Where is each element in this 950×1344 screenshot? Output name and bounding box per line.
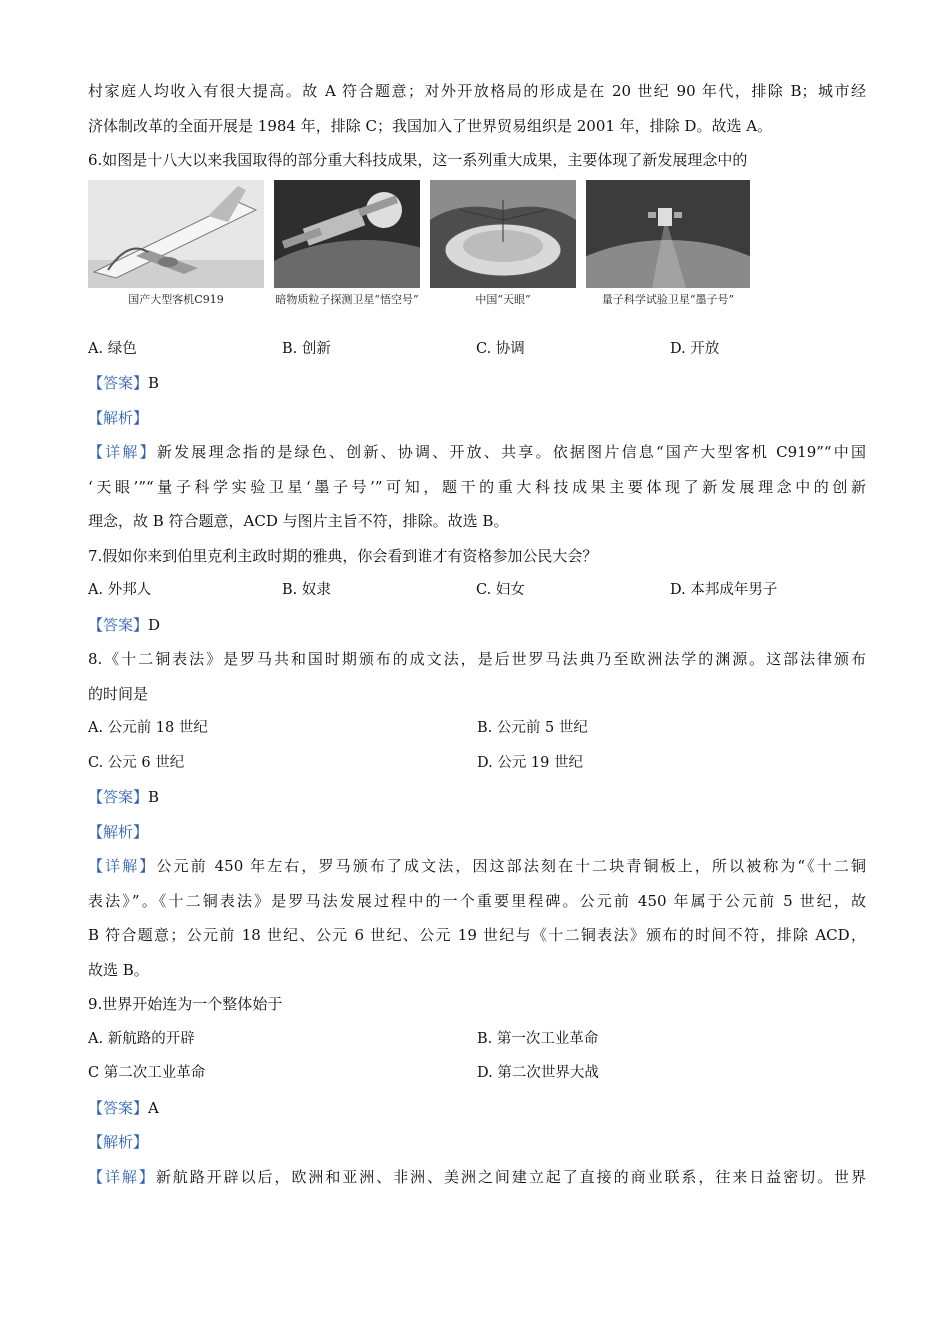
detail-text: 新航路开辟以后，欧洲和亚洲、非洲、美洲之间建立起了直接的商业联系，往来日益密切。世界 xyxy=(155,1167,866,1186)
wukong-satellite-image xyxy=(274,180,420,288)
answer-value: B xyxy=(148,788,160,806)
mozi-satellite-image xyxy=(586,180,750,288)
answer-line xyxy=(88,366,866,401)
option-d: D. 本邦成年男子 xyxy=(670,582,778,598)
option-b: B. 第一次工业革命 xyxy=(477,1030,599,1047)
c919-airliner-image xyxy=(88,180,264,288)
detail-text: 公元前 450 年左右，罗马颁布了成文法，因这部法刻在十二块青铜板上，所以被称为“《十二铜 xyxy=(156,857,866,875)
question-9-options xyxy=(88,1056,866,1091)
option-d: D. 第二次世界大战 xyxy=(477,1065,599,1081)
answer-line xyxy=(88,1091,866,1126)
text-line: 济体制改革的全面开展是 1984 年，排除 C；我国加入了世界贸易组织是 2001 年，排除 D。故选 A。 xyxy=(88,116,773,135)
answer-line xyxy=(88,608,866,643)
detail-line: 表法》”。《十二铜表法》是罗马法发展过程中的一个重要里程碑。公元前 450 年属于公元前 5 世纪，故 xyxy=(88,891,866,910)
answer-tag: 【答案】 xyxy=(88,1098,149,1117)
question-9-options xyxy=(88,1022,866,1057)
detail-line: ‘天眼’”“量子科学实验卫星‘墨子号’”可知，题干的重大科技成果主要体现了新发展理念中的创新 xyxy=(88,477,866,496)
option-b: B. 奴隶 xyxy=(282,582,331,598)
detail-line: B 符合题意；公元前 18 世纪、公元 6 世纪、公元 19 世纪与《十二铜表法》颁布的时间不符，排除 ACD， xyxy=(88,926,866,944)
detail-tag: 【详解】 xyxy=(88,1167,156,1186)
question-6-stem: 6.如图是十八大以来我国取得的部分重大科技成果，这一系列重大成果，主要体现了新发展理念中的 xyxy=(88,151,748,169)
fast-telescope-image xyxy=(430,180,576,288)
question-8-stem: 的时间是 xyxy=(88,684,149,703)
question-7-options xyxy=(88,573,866,608)
question-8-options xyxy=(88,746,866,781)
question-8-options xyxy=(88,711,866,746)
answer-value: A xyxy=(148,1098,159,1117)
option-d: D. 公元 19 世纪 xyxy=(477,754,583,771)
detail-line xyxy=(88,1160,866,1195)
option-c: C 第二次工业革命 xyxy=(88,1065,206,1081)
question-6-options xyxy=(88,332,866,367)
option-b: B. 公元前 5 世纪 xyxy=(477,720,588,736)
detail-tag: 【详解】 xyxy=(88,857,157,875)
image-caption: 中国“天眼” xyxy=(475,292,531,306)
analysis-tag: 【解析】 xyxy=(88,1133,149,1151)
answer-tag: 【答案】 xyxy=(88,788,149,806)
detail-line: 理念，故 B 符合题意，ACD 与图片主旨不符，排除。故选 B。 xyxy=(88,512,509,530)
analysis-tag: 【解析】 xyxy=(88,408,149,427)
question-9-stem: 9.世界开始连为一个整体始于 xyxy=(88,995,283,1013)
detail-line xyxy=(88,849,866,884)
detail-text: 新发展理念指的是绿色、创新、协调、开放、共享。依据图片信息“国产大型客机 C919”“中国 xyxy=(156,443,866,461)
detail-line: 故选 B。 xyxy=(88,960,149,979)
image-caption: 量子科学试验卫星“墨子号” xyxy=(601,292,735,306)
option-a: A. 外邦人 xyxy=(88,582,152,598)
question-8-stem: 8.《十二铜表法》是罗马共和国时期颁布的成文法，是后世罗马法典乃至欧洲法学的渊源。这部法律颁布 xyxy=(88,650,866,668)
option-c: C. 协调 xyxy=(476,340,525,357)
analysis-line xyxy=(88,401,866,436)
option-b: B. 创新 xyxy=(282,340,331,357)
text-line: 村家庭人均收入有很大提高。故 A 符合题意；对外开放格局的形成是在 20 世纪 90 年代，排除 B；城市经 xyxy=(88,82,866,100)
answer-line xyxy=(88,780,866,815)
answer-tag: 【答案】 xyxy=(88,374,149,392)
answer-value: B xyxy=(148,374,160,392)
option-d: D. 开放 xyxy=(670,340,720,357)
document-page xyxy=(88,74,866,1194)
option-a: A. 绿色 xyxy=(88,340,137,357)
question-6-images xyxy=(88,180,866,288)
analysis-line xyxy=(88,815,866,850)
question-6-captions xyxy=(88,288,866,332)
question-7-stem: 7.假如你来到伯里克利主政时期的雅典，你会看到谁才有资格参加公民大会？ xyxy=(88,546,598,565)
analysis-line xyxy=(88,1125,866,1160)
answer-value: D xyxy=(148,615,161,634)
detail-line xyxy=(88,435,866,470)
answer-tag: 【答案】 xyxy=(88,615,149,634)
image-caption: 暗物质粒子探测卫星“悟空号” xyxy=(275,292,419,306)
image-caption: 国产大型客机C919 xyxy=(128,292,224,306)
option-c: C. 妇女 xyxy=(476,582,525,598)
option-a: A. 公元前 18 世纪 xyxy=(88,720,208,736)
detail-tag: 【详解】 xyxy=(88,443,157,461)
option-c: C. 公元 6 世纪 xyxy=(88,754,185,771)
option-a: A. 新航路的开辟 xyxy=(88,1030,195,1047)
analysis-tag: 【解析】 xyxy=(88,822,149,841)
